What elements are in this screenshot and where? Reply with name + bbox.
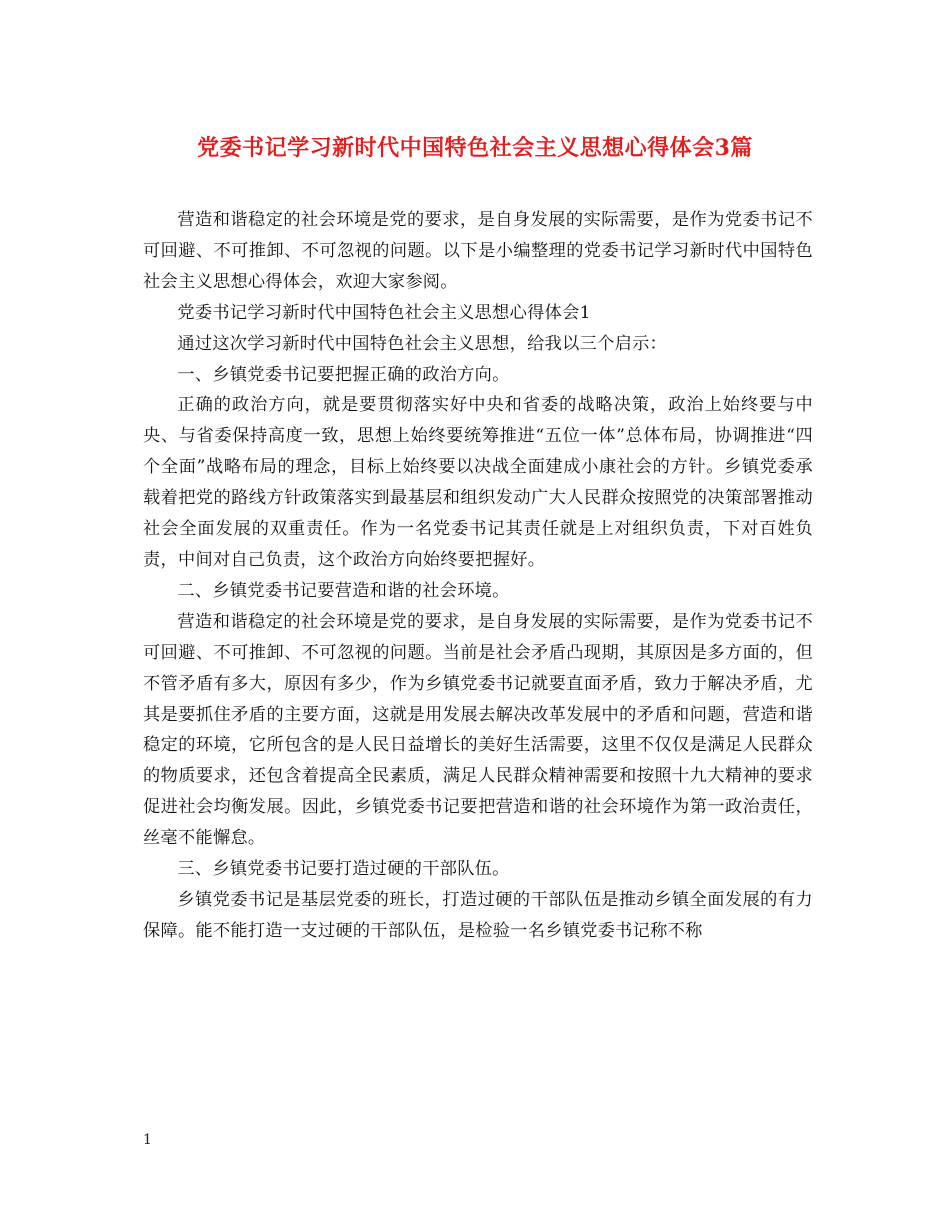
paragraph-section-heading: 党委书记学习新时代中国特色社会主义思想心得体会1 [177,302,591,323]
page-number: 1 [143,1132,152,1148]
paragraph-lead: 通过这次学习新时代中国特色社会主义思想，给我以三个启示： [177,333,668,354]
paragraph-point-1-heading: 一、乡镇党委书记要把握正确的政治方向。 [177,364,510,385]
paragraph-intro: 营造和谐稳定的社会环境是党的要求，是自身发展的实际需要，是作为党委书记不可回避、不可推卸、不可忽视的问题。以下是小编整理的党委书记学习新时代中国特色社会主义思想心得体会，欢迎大家参阅。 [143,210,813,292]
document-title: 党委书记学习新时代中国特色社会主义思想心得体会3篇 [197,135,753,161]
document-body [143,205,813,947]
paragraph-point-3-heading: 三、乡镇党委书记要打造过硬的干部队伍。 [177,859,510,880]
paragraph-point-1-body: 正确的政治方向，就是要贯彻落实好中央和省委的战略决策，政治上始终要与中央、与省委保持高度一致，思想上始终要统筹推进“五位一体”总体布局，协调推进“四个全面”战略布局的理念，目标上始终要以决战全面建成小康社会的方针。乡镇党委承载着把党的路线方针政策落实到最基层和组织发动广大人民群众按照党的决策部署推动社会全面发展的双重责任。作为一名党委书记其责任就是上对组织负责，下对百姓负责，中间对自己负责，这个政治方向始终要把握好。 [143,395,813,570]
paragraph-point-2-heading: 二、乡镇党委书记要营造和谐的社会环境。 [177,580,510,601]
paragraph-point-3-body: 乡镇党委书记是基层党委的班长，打造过硬的干部队伍是推动乡镇全面发展的有力保障。能不能打造一支过硬的干部队伍，是检验一名乡镇党委书记称不称 [143,889,813,941]
paragraph-point-2-body: 营造和谐稳定的社会环境是党的要求，是自身发展的实际需要，是作为党委书记不可回避、不可推卸、不可忽视的问题。当前是社会矛盾凸现期，其原因是多方面的，但不管矛盾有多大，原因有多少，作为乡镇党委书记就要直面矛盾，致力于解决矛盾，尤其是要抓住矛盾的主要方面，这就是用发展去解决改革发展中的矛盾和问题，营造和谐稳定的环境，它所包含的是人民日益增长的美好生活需要，这里不仅仅是满足人民群众的物质要求，还包含着提高全民素质，满足人民群众精神需要和按照十九大精神的要求促进社会均衡发展。因此，乡镇党委书记要把营造和谐的社会环境作为第一政治责任，丝毫不能懈怠。 [143,611,813,849]
